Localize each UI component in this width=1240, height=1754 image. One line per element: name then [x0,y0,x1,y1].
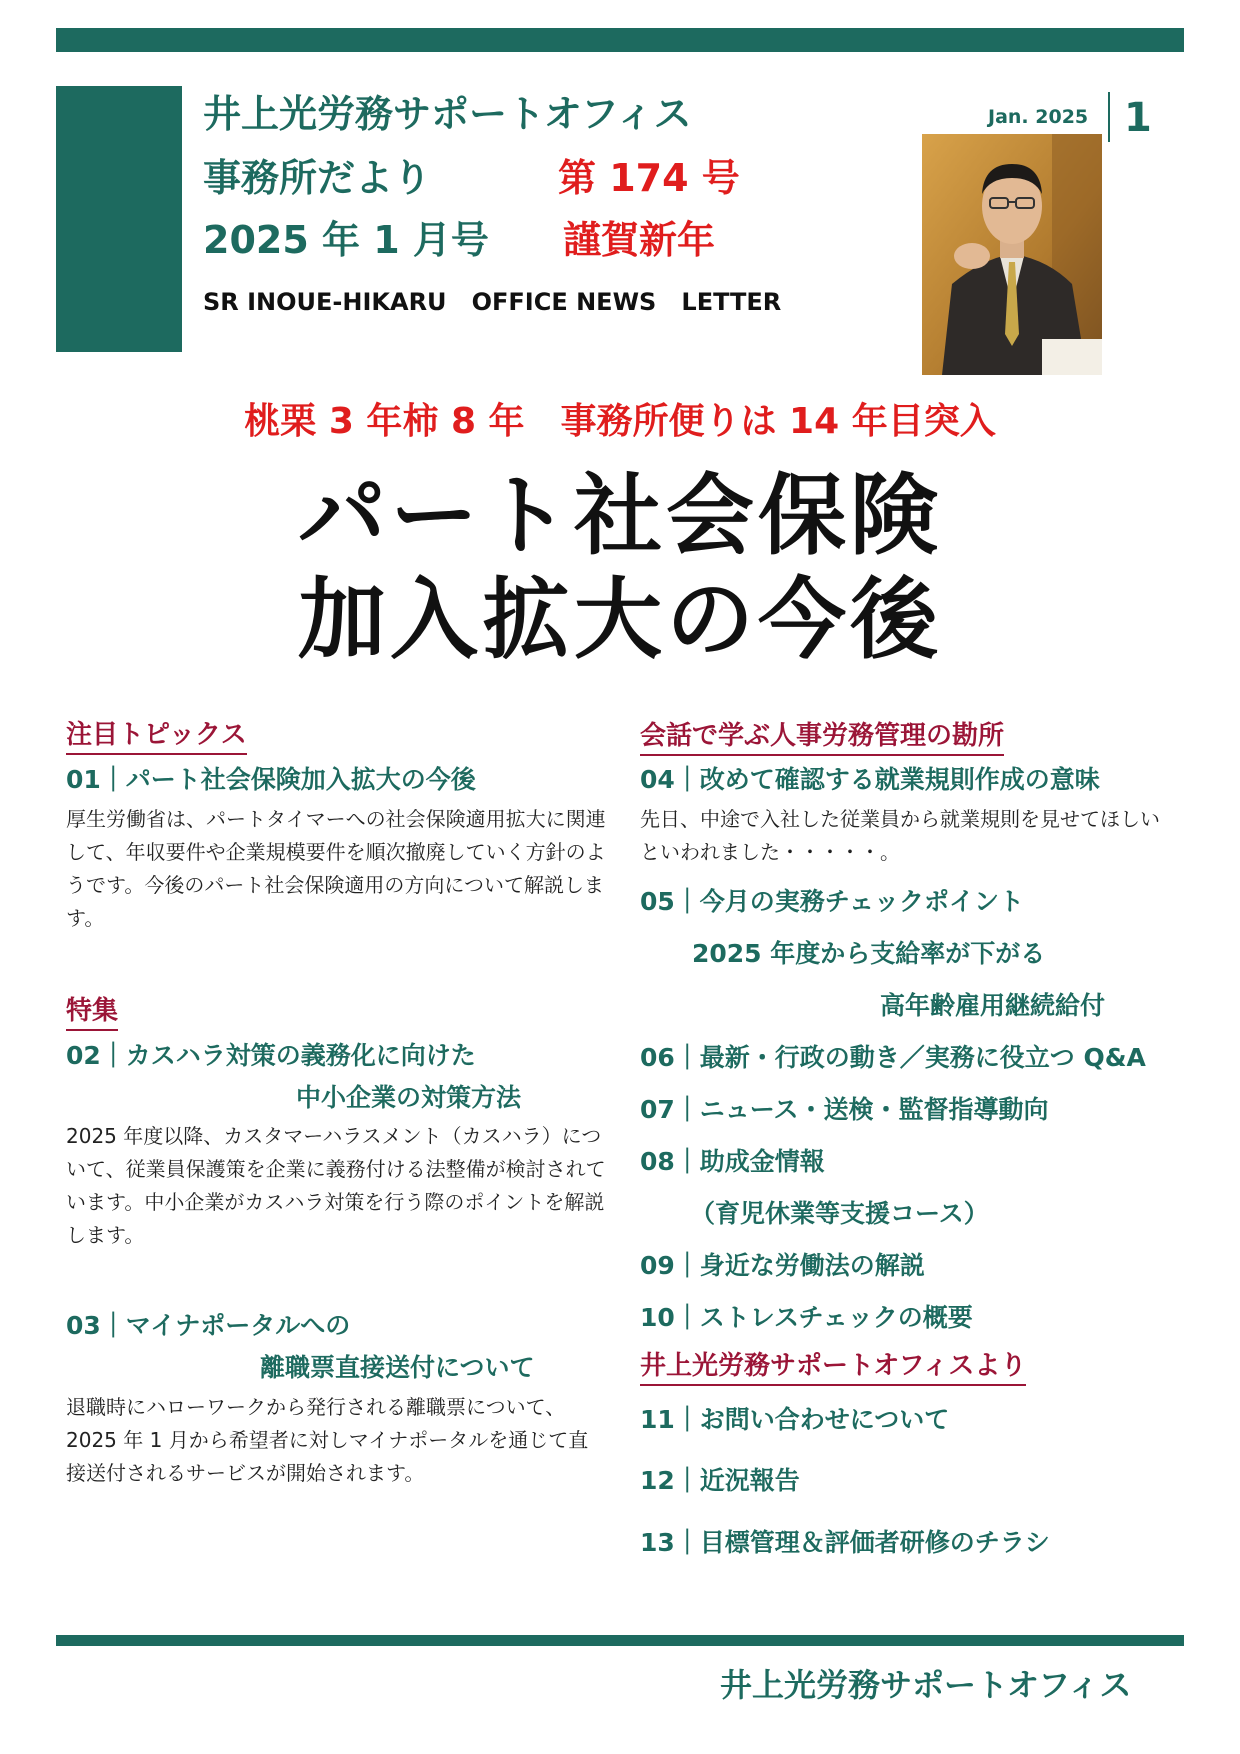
toc-item-02-line-2: 中小企業の対策方法 [296,1083,522,1112]
office-name: 井上光労務サポートオフィス [203,92,692,136]
toc-item-05: 05｜今月の実務チェックポイント [640,887,1025,916]
bottom-bar [56,1635,1184,1646]
toc-item-01-description: 厚生労働省は、パートタイマーへの社会保険適用拡大に関連して、年収要件や企業規模要件を順次撤廃していく方針のようです。今後のパート社会保険適用の方向について解説します。 [66,807,606,930]
toc-item-04-description: 先日、中途で入社した従業員から就業規則を見せてほしいといわれました・・・・・。 [640,807,1160,864]
toc-item-01: 01｜パート社会保険加入拡大の今後 [66,765,476,794]
portrait-photo [922,134,1102,375]
toc-item-02-line-1: 02｜カスハラ対策の義務化に向けた [66,1041,476,1070]
new-year-greeting: 謹賀新年 [563,218,716,262]
section-heading-feature: 特集 [66,995,118,1031]
top-bar [56,28,1184,52]
english-subtitle: SR INOUE-HIKARU OFFICE NEWS LETTER [203,288,782,316]
issue-number: 第 174 号 [558,156,740,200]
toc-item-12: 12｜近況報告 [640,1466,800,1495]
toc-item-05-sub-2: 高年齢雇用継続給付 [880,991,1106,1020]
toc-item-08-sub: （育児休業等支援コース） [690,1199,989,1228]
toc-item-09: 09｜身近な労働法の解説 [640,1251,925,1280]
headline-line-1: パート社会保険 [297,464,942,567]
section-heading-hr-management: 会話で学ぶ人事労務管理の勘所 [640,720,1004,756]
toc-item-03-line-2: 離職票直接送付について [260,1353,535,1382]
toc-item-04: 04｜改めて確認する就業規則作成の意味 [640,765,1100,794]
section-heading-topics: 注目トピックス [66,719,247,755]
toc-item-03-line-1: 03｜マイナポータルへの [66,1311,351,1340]
newsletter-title: 事務所だより [203,156,432,200]
toc-item-10: 10｜ストレスチェックの概要 [640,1303,973,1332]
page-number: 1 [1124,95,1152,141]
toc-item-03-description: 退職時にハローワークから発行される離職票について、2025 年 1 月から希望者に対しマイナポータルを通じて直接送付されるサービスが開始されます。 [66,1395,589,1485]
toc-item-02-description: 2025 年度以降、カスタマーハラスメント（カスハラ）について、従業員保護策を企業に義務付ける法整備が検討されています。中小企業がカスハラ対策を行う際のポイントを解説します。 [66,1124,606,1247]
toc-item-11: 11｜お問い合わせについて [640,1405,950,1434]
toc-item-07: 07｜ニュース・送検・監督指導動向 [640,1095,1049,1124]
main-headline [0,464,1240,672]
section-heading-office-news: 井上光労務サポートオフィスより [640,1350,1026,1386]
newsletter-line [203,156,823,200]
issue-date: 2025 年 1 月号 [203,218,489,262]
toc-item-06: 06｜最新・行政の動き／実務に役立つ Q&A [640,1043,1146,1072]
footer-office-name: 井上光労務サポートオフィス [720,1666,1132,1704]
date-divider [1108,92,1110,142]
toc-item-05-sub-1: 2025 年度から支給率が下がる [692,939,1046,968]
issue-date-line [203,218,823,262]
headline-line-2: 加入拡大の今後 [297,568,942,671]
toc-item-13: 13｜目標管理＆評価者研修のチラシ [640,1528,1050,1557]
tagline: 桃栗 3 年柿 8 年 事務所便りは 14 年目突入 [244,401,996,442]
toc-item-08: 08｜助成金情報 [640,1147,825,1176]
header-side-block [56,86,182,352]
date-label: Jan. 2025 [988,106,1089,128]
